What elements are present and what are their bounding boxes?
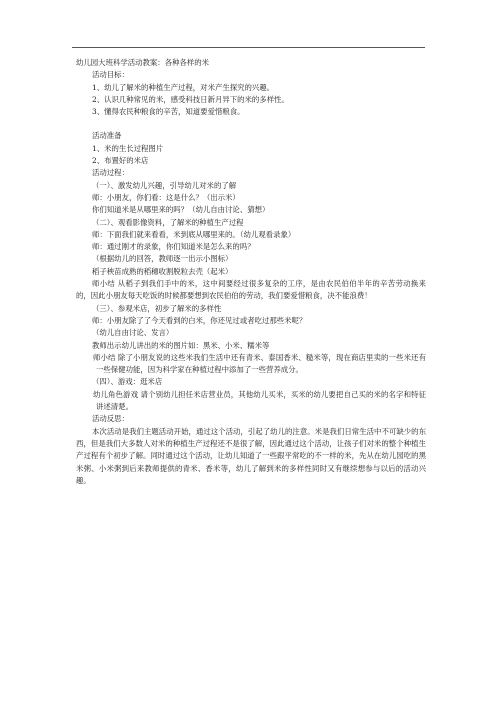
- prep-heading: 活动准备: [92, 131, 122, 141]
- step-line: 教师出示幼儿讲出的米的图片如：黑米、小米、糯米等: [92, 340, 270, 350]
- step-line: 师：下面我们就来看看，米到底从哪里来的。（幼儿观看录象）: [92, 229, 296, 239]
- reflection-paragraph: 本次活动是我们主题活动开始，通过这个活动，引起了幼儿的注意。米是我们日常生活中不可缺少的东西，但是我们大多数人对米的种植生产过程还不是很了解，因此通过这个活动，让孩子们对米的整个种植生产过程有个初步了解。同时通过这个活动，让幼儿知道了一些跟平常吃的不一样的米，先从在幼儿园吃的黑米粥、小米粥到后来教师提供的青米、香米等，幼儿了解到米的多样性同时又有继续想参与以后的活动兴趣。: [76, 426, 426, 485]
- step-line: 稻子秧苗成熟的稻穗收割脱粒去壳（起米）: [92, 266, 233, 276]
- step-heading: （二）、观看影像资料，了解米的种植生产过程: [92, 217, 244, 227]
- goal-item: 1、幼儿了解米的种植生产过程，对米产生探究的兴趣。: [92, 82, 275, 92]
- step-line: 师：小朋友除了了今天看到的白米，你还见过或者吃过那些米呢？: [92, 315, 307, 325]
- header-rule: [72, 47, 425, 48]
- step-line: 你们知道米是从哪里来的吗？（幼儿自由讨论、猜想）: [92, 205, 270, 215]
- step-heading: （四）、游戏：逛米店: [92, 377, 163, 387]
- prep-item: 2、布置好的米店: [92, 156, 149, 166]
- teacher-summary-paragraph: 师小结 从稻子到我们手中的米，这中间要经过很多复杂的工序，是由农民伯伯半年的辛苦劳动换来的，因此小朋友每天吃饭的时候都要想到农民伯伯的劳动，我们要爱惜粮食，决不能浪费！: [76, 279, 426, 301]
- document-title: 幼儿园大班科学活动教案：各种各样的米: [76, 58, 210, 67]
- step-heading: （三）、参观米店，初步了解米的多样性: [92, 303, 222, 313]
- goal-item: 2、认识几种常见的米，感受科技日新月异下的米的多样性。: [92, 94, 289, 104]
- step-line: 师：通过刚才的录象，你们知道米是怎么来的吗？: [92, 242, 255, 252]
- step-line: （幼儿自由讨论、发言）: [92, 328, 174, 338]
- goals-heading: 活动目标：: [92, 70, 129, 80]
- document-body: [76, 57, 426, 487]
- game-paragraph: 幼儿角色游戏 请个别幼儿担任米店营业员，其他幼儿买米，买米的幼儿要把自己买的米的名字和特征讲述清楚。: [93, 389, 426, 412]
- reflection-heading: 活动反思：: [92, 414, 129, 424]
- step-heading: （一）、激发幼儿兴趣，引导幼儿对米的了解: [92, 180, 237, 190]
- goal-item: 3、懂得农民种粮食的辛苦，知道要爱惜粮食。: [92, 107, 245, 117]
- step-line: （根据幼儿的回答，教师逐一出示小图标）: [92, 254, 233, 264]
- step-line: 师：小朋友，你们看：这是什么？（出示米）: [92, 192, 240, 202]
- prep-item: 1、米的生长过程图片: [92, 143, 164, 153]
- teacher-summary-paragraph: 师小结 除了小朋友说的这些米我们生活中还有青米、泰国香米、糙米等，现在商店里卖的一些米还有一些保健功能，因为科学家在种植过程中添加了一些营养成分。: [93, 352, 426, 375]
- process-heading: 活动过程：: [92, 168, 129, 178]
